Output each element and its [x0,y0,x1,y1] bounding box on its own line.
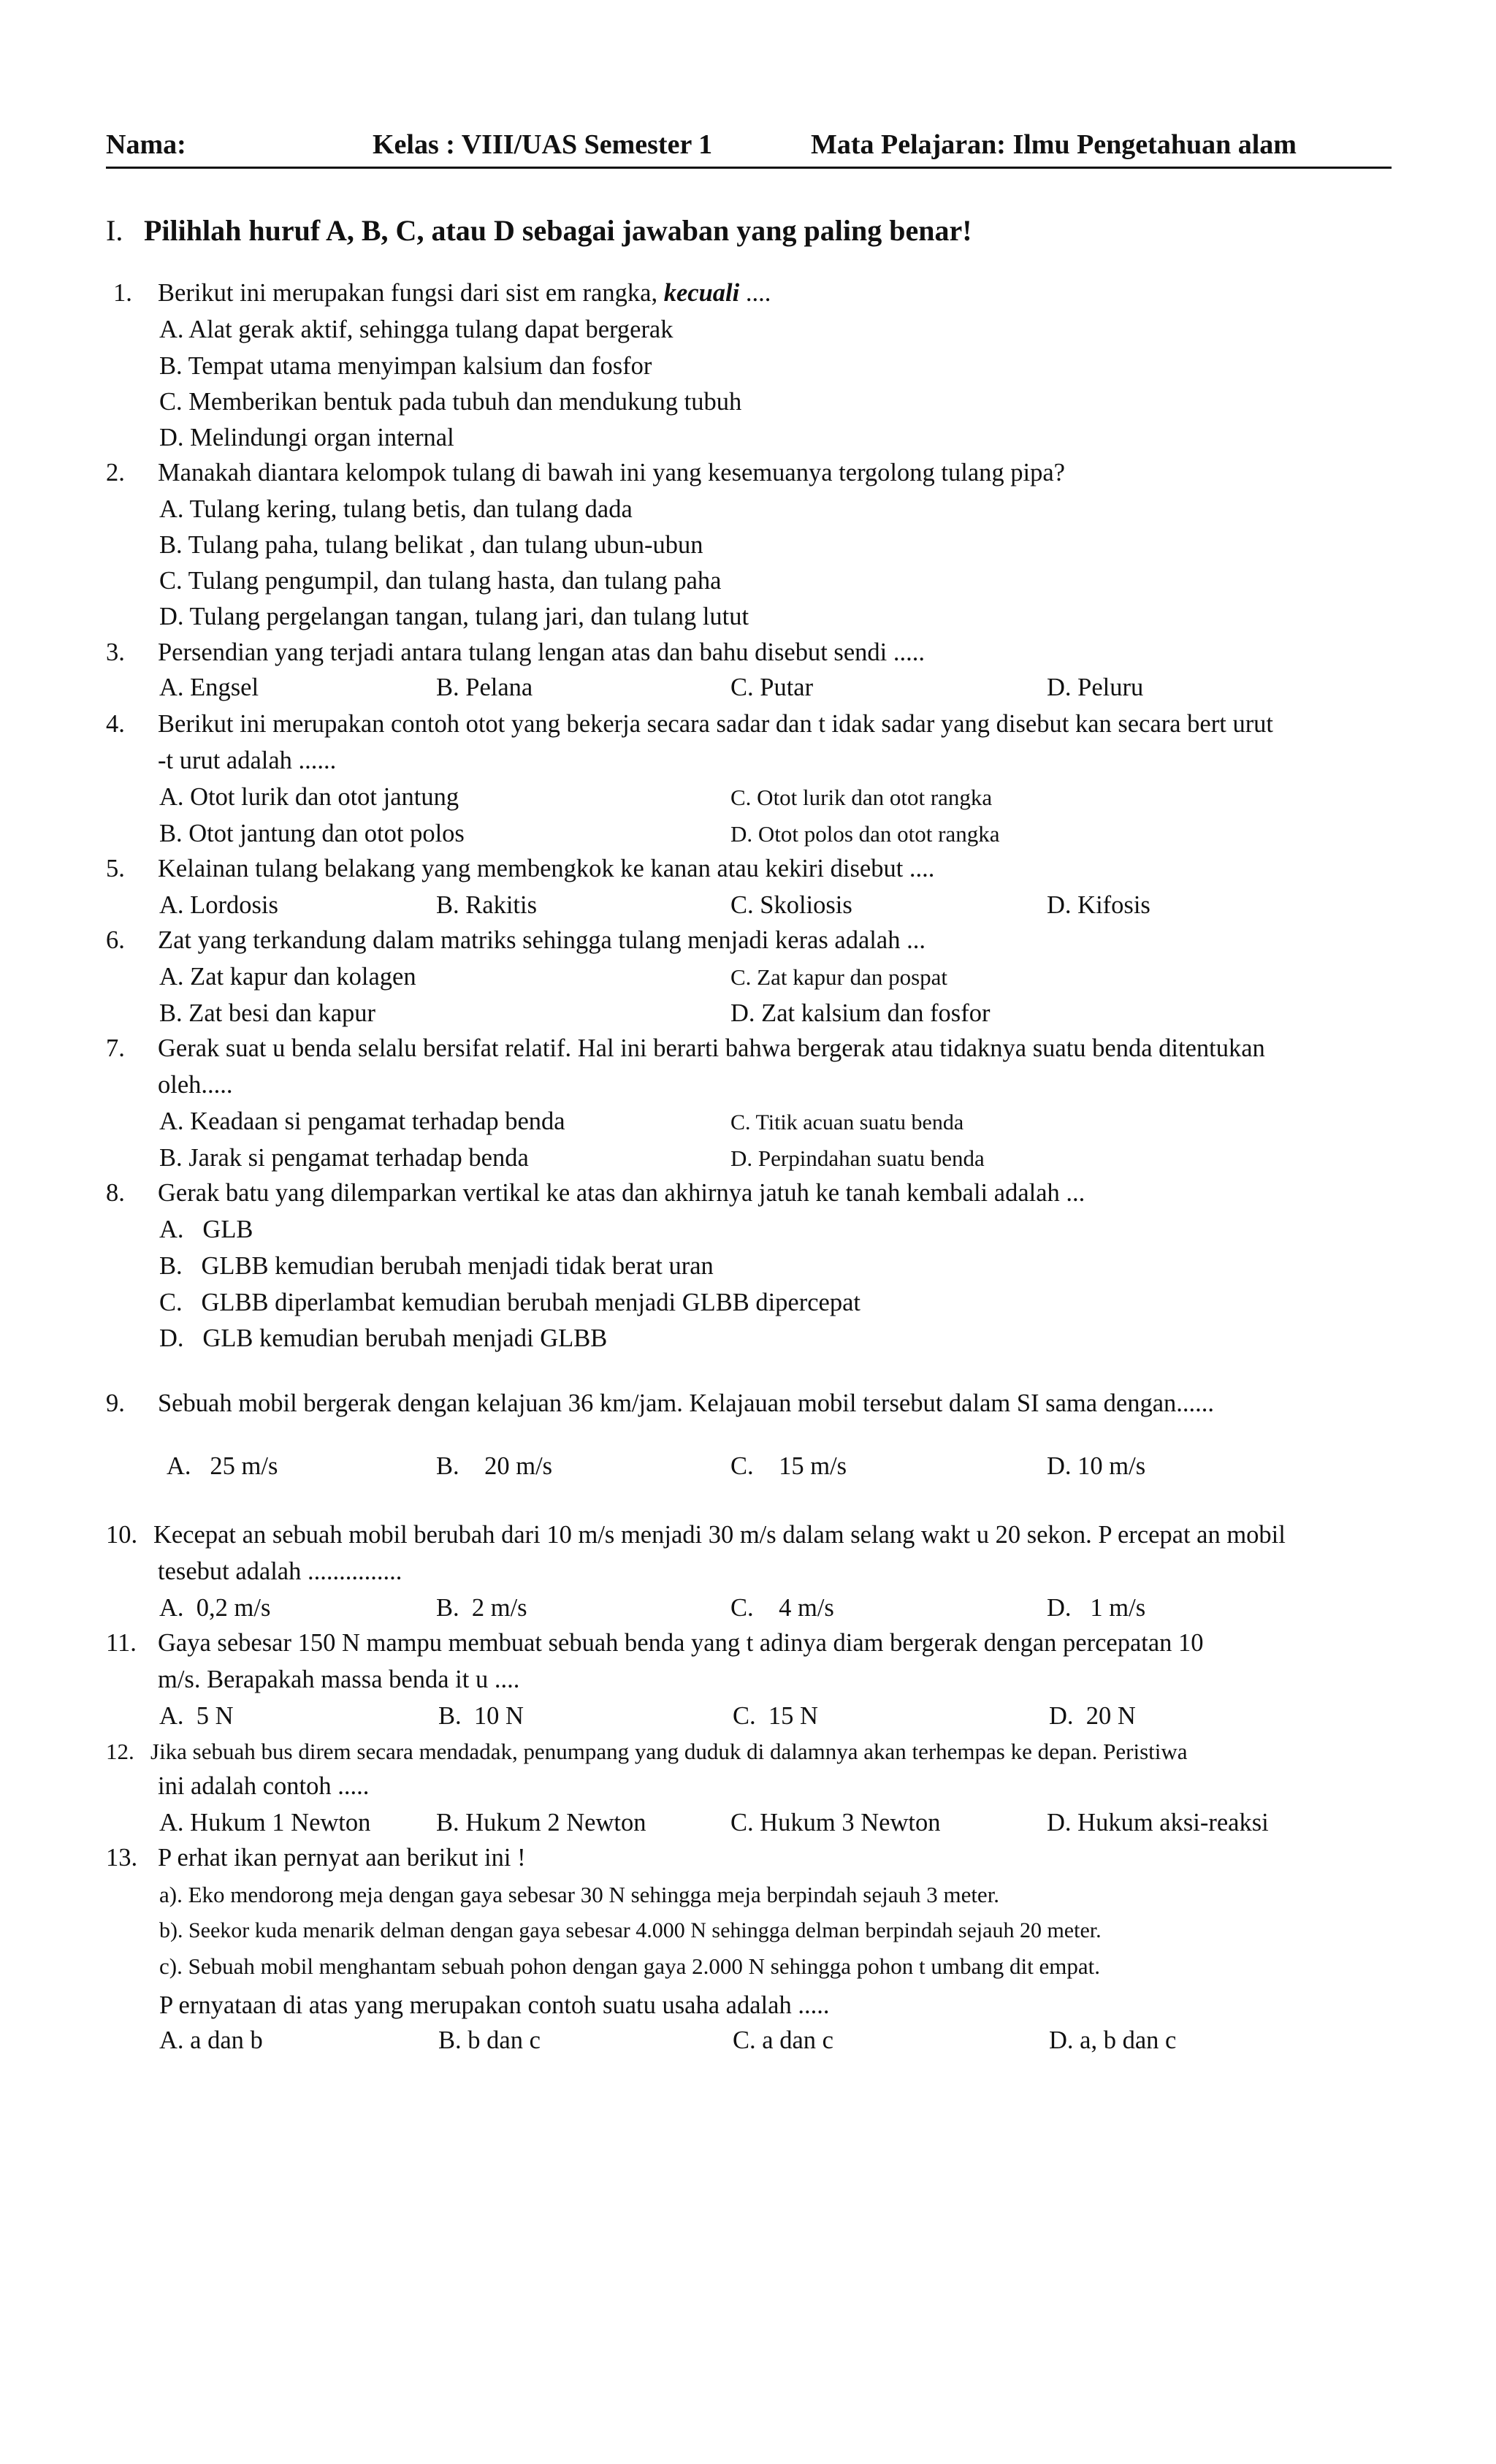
question-stem-continued: m/s. Berapakah massa benda it u .... [158,1666,520,1693]
question-stem: Kecepat an sebuah mobil berubah dari 10 m/s menjadi 30 m/s dalam selang wakt u 20 sekon. P ercepat an mobil [153,1521,1286,1549]
question-stem-continued: ini adalah contoh ..... [158,1772,370,1800]
question-number: 9. [106,1389,125,1417]
option-b: B. Tulang paha, tulang belikat , dan tulang ubun-ubun [159,531,703,559]
statement-c: c). Sebuah mobil menghantam sebuah pohon dengan gaya 2.000 N sehingga pohon t umbang dit empat. [159,1953,1100,1979]
option-d: D. Zat kalsium dan fosfor [730,999,991,1027]
question-stem: Manakah diantara kelompok tulang di bawah ini yang kesemuanya tergolong tulang pipa? [158,459,1065,487]
option-c: C. 15 m/s [730,1452,847,1480]
option-b: B. 2 m/s [436,1594,527,1622]
question-number: 12. [106,1739,134,1764]
option-b: B. Zat besi dan kapur [159,999,376,1027]
option-d: D. a, b dan c [1049,2026,1177,2054]
question-stem: Zat yang terkandung dalam matriks sehingga tulang menjadi keras adalah ... [158,926,926,954]
section-number: I. [106,214,123,247]
option-d: D. Perpindahan suatu benda [730,1145,985,1171]
option-a: A. Engsel [159,674,259,701]
option-c: C. Skoliosis [730,891,852,919]
question-stem-continued: P ernyataan di atas yang merupakan contoh suatu usaha adalah ..... [159,1991,830,2019]
question-stem-continued: tesebut adalah ............... [158,1557,402,1585]
question-number: 6. [106,926,125,954]
option-a: A. 25 m/s [167,1452,278,1480]
option-b: B. GLBB kemudian berubah menjadi tidak berat uran [159,1252,714,1280]
question-number: 7. [106,1034,125,1062]
option-b: B. Hukum 2 Newton [436,1809,646,1836]
question-stem [158,279,771,308]
option-a: A. Hukum 1 Newton [159,1809,371,1836]
option-c: C. Hukum 3 Newton [730,1809,941,1836]
option-d: D. 10 m/s [1047,1452,1146,1480]
option-c: C. GLBB diperlambat kemudian berubah menjadi GLBB dipercepat [159,1289,861,1316]
question-number: 1. [113,279,132,307]
option-b: B. Tempat utama menyimpan kalsium dan fosfor [159,352,652,380]
question-stem-continued: oleh..... [158,1071,233,1099]
option-c: C. 4 m/s [730,1594,834,1622]
option-a: A. 0,2 m/s [159,1594,271,1622]
option-a: A. Alat gerak aktif, sehingga tulang dapat bergerak [159,316,673,343]
header-class-label: Kelas : VIII/UAS Semester 1 [373,129,713,160]
option-b: B. 20 m/s [436,1452,553,1480]
question-number: 4. [106,710,125,738]
option-d: D. GLB kemudian berubah menjadi GLBB [159,1324,608,1352]
option-c: C. Memberikan bentuk pada tubuh dan mendukung tubuh [159,388,742,416]
question-stem: Gaya sebesar 150 N mampu membuat sebuah benda yang t adinya diam bergerak dengan percepatan 10 [158,1629,1204,1657]
question-number: 2. [106,459,125,487]
option-d: D. 1 m/s [1047,1594,1146,1622]
question-stem: Sebuah mobil bergerak dengan kelajuan 36 km/jam. Kelajauan mobil tersebut dalam SI sama dengan...... [158,1389,1215,1417]
stem-emphasis: kecuali [663,279,740,307]
question-stem: Persendian yang terjadi antara tulang lengan atas dan bahu disebut sendi ..... [158,638,926,666]
question-stem-continued: -t urut adalah ...... [158,747,337,774]
option-b: B. 10 N [438,1702,524,1730]
option-a: A. GLB [159,1216,253,1243]
option-b: B. b dan c [438,2026,541,2054]
header-subject-label: Mata Pelajaran: Ilmu Pengetahuan alam [811,129,1297,160]
question-stem: Gerak suat u benda selalu bersifat relatif. Hal ini berarti bahwa bergerak atau tidaknya suatu benda ditentukan [158,1034,1265,1062]
question-number: 13. [106,1844,138,1872]
option-a: A. Otot lurik dan otot jantung [159,783,459,811]
question-stem: Berikut ini merupakan contoh otot yang bekerja secara sadar dan t idak sadar yang disebut kan secara bert urut [158,710,1274,738]
option-c: C. Tulang pengumpil, dan tulang hasta, dan tulang paha [159,567,722,595]
question-number: 3. [106,638,125,666]
question-number: 5. [106,855,125,882]
statement-a: a). Eko mendorong meja dengan gaya sebesar 30 N sehingga meja berpindah sejauh 3 meter. [159,1882,1000,1907]
option-a: A. Tulang kering, tulang betis, dan tulang dada [159,495,633,523]
option-d: D. Hukum aksi-reaksi [1047,1809,1269,1836]
option-c: C. Putar [730,674,814,701]
question-stem: Jika sebuah bus direm secara mendadak, penumpang yang duduk di dalamnya akan terhempas ke depan. Peristiwa [150,1739,1188,1764]
question-number: 11. [106,1629,137,1657]
option-b: B. Otot jantung dan otot polos [159,820,465,847]
statement-b: b). Seekor kuda menarik delman dengan gaya sebesar 4.000 N sehingga delman berpindah sejauh 20 meter. [159,1918,1102,1942]
option-d: D. Peluru [1047,674,1144,701]
question-stem: Gerak batu yang dilemparkan vertikal ke atas dan akhirnya jatuh ke tanah kembali adalah ... [158,1179,1085,1207]
option-d: D. Tulang pergelangan tangan, tulang jari, dan tulang lutut [159,603,749,630]
instruction-text: Pilihlah huruf A, B, C, atau D sebagai jawaban yang paling benar! [144,214,972,247]
stem-tail: .... [745,279,771,307]
question-number: 8. [106,1179,125,1207]
question-stem: Kelainan tulang belakang yang membengkok ke kanan atau kekiri disebut .... [158,855,935,882]
option-c: C. 15 N [733,1702,818,1730]
option-c: C. a dan c [733,2026,833,2054]
option-a: A. Lordosis [159,891,278,919]
header-name-label: Nama: [106,129,186,160]
option-a: A. a dan b [159,2026,263,2054]
question-stem: P erhat ikan pernyat aan berikut ini ! [158,1844,526,1872]
exam-header [106,126,1392,169]
option-d: D. Kifosis [1047,891,1150,919]
section-instruction [106,213,972,248]
option-c: C. Otot lurik dan otot rangka [730,785,993,810]
option-d: D. Melindungi organ internal [159,424,454,451]
option-c: C. Zat kapur dan pospat [730,964,948,990]
stem-text: Berikut ini merupakan fungsi dari sist em rangka, [158,279,658,307]
option-c: C. Titik acuan suatu benda [730,1110,964,1134]
option-a: A. Keadaan si pengamat terhadap benda [159,1107,565,1135]
option-d: D. 20 N [1049,1702,1136,1730]
option-a: A. Zat kapur dan kolagen [159,963,416,991]
option-b: B. Pelana [436,674,533,701]
question-number: 10. [106,1521,138,1549]
option-b: B. Jarak si pengamat terhadap benda [159,1144,529,1172]
option-a: A. 5 N [159,1702,234,1730]
option-d: D. Otot polos dan otot rangka [730,821,1000,847]
option-b: B. Rakitis [436,891,538,919]
